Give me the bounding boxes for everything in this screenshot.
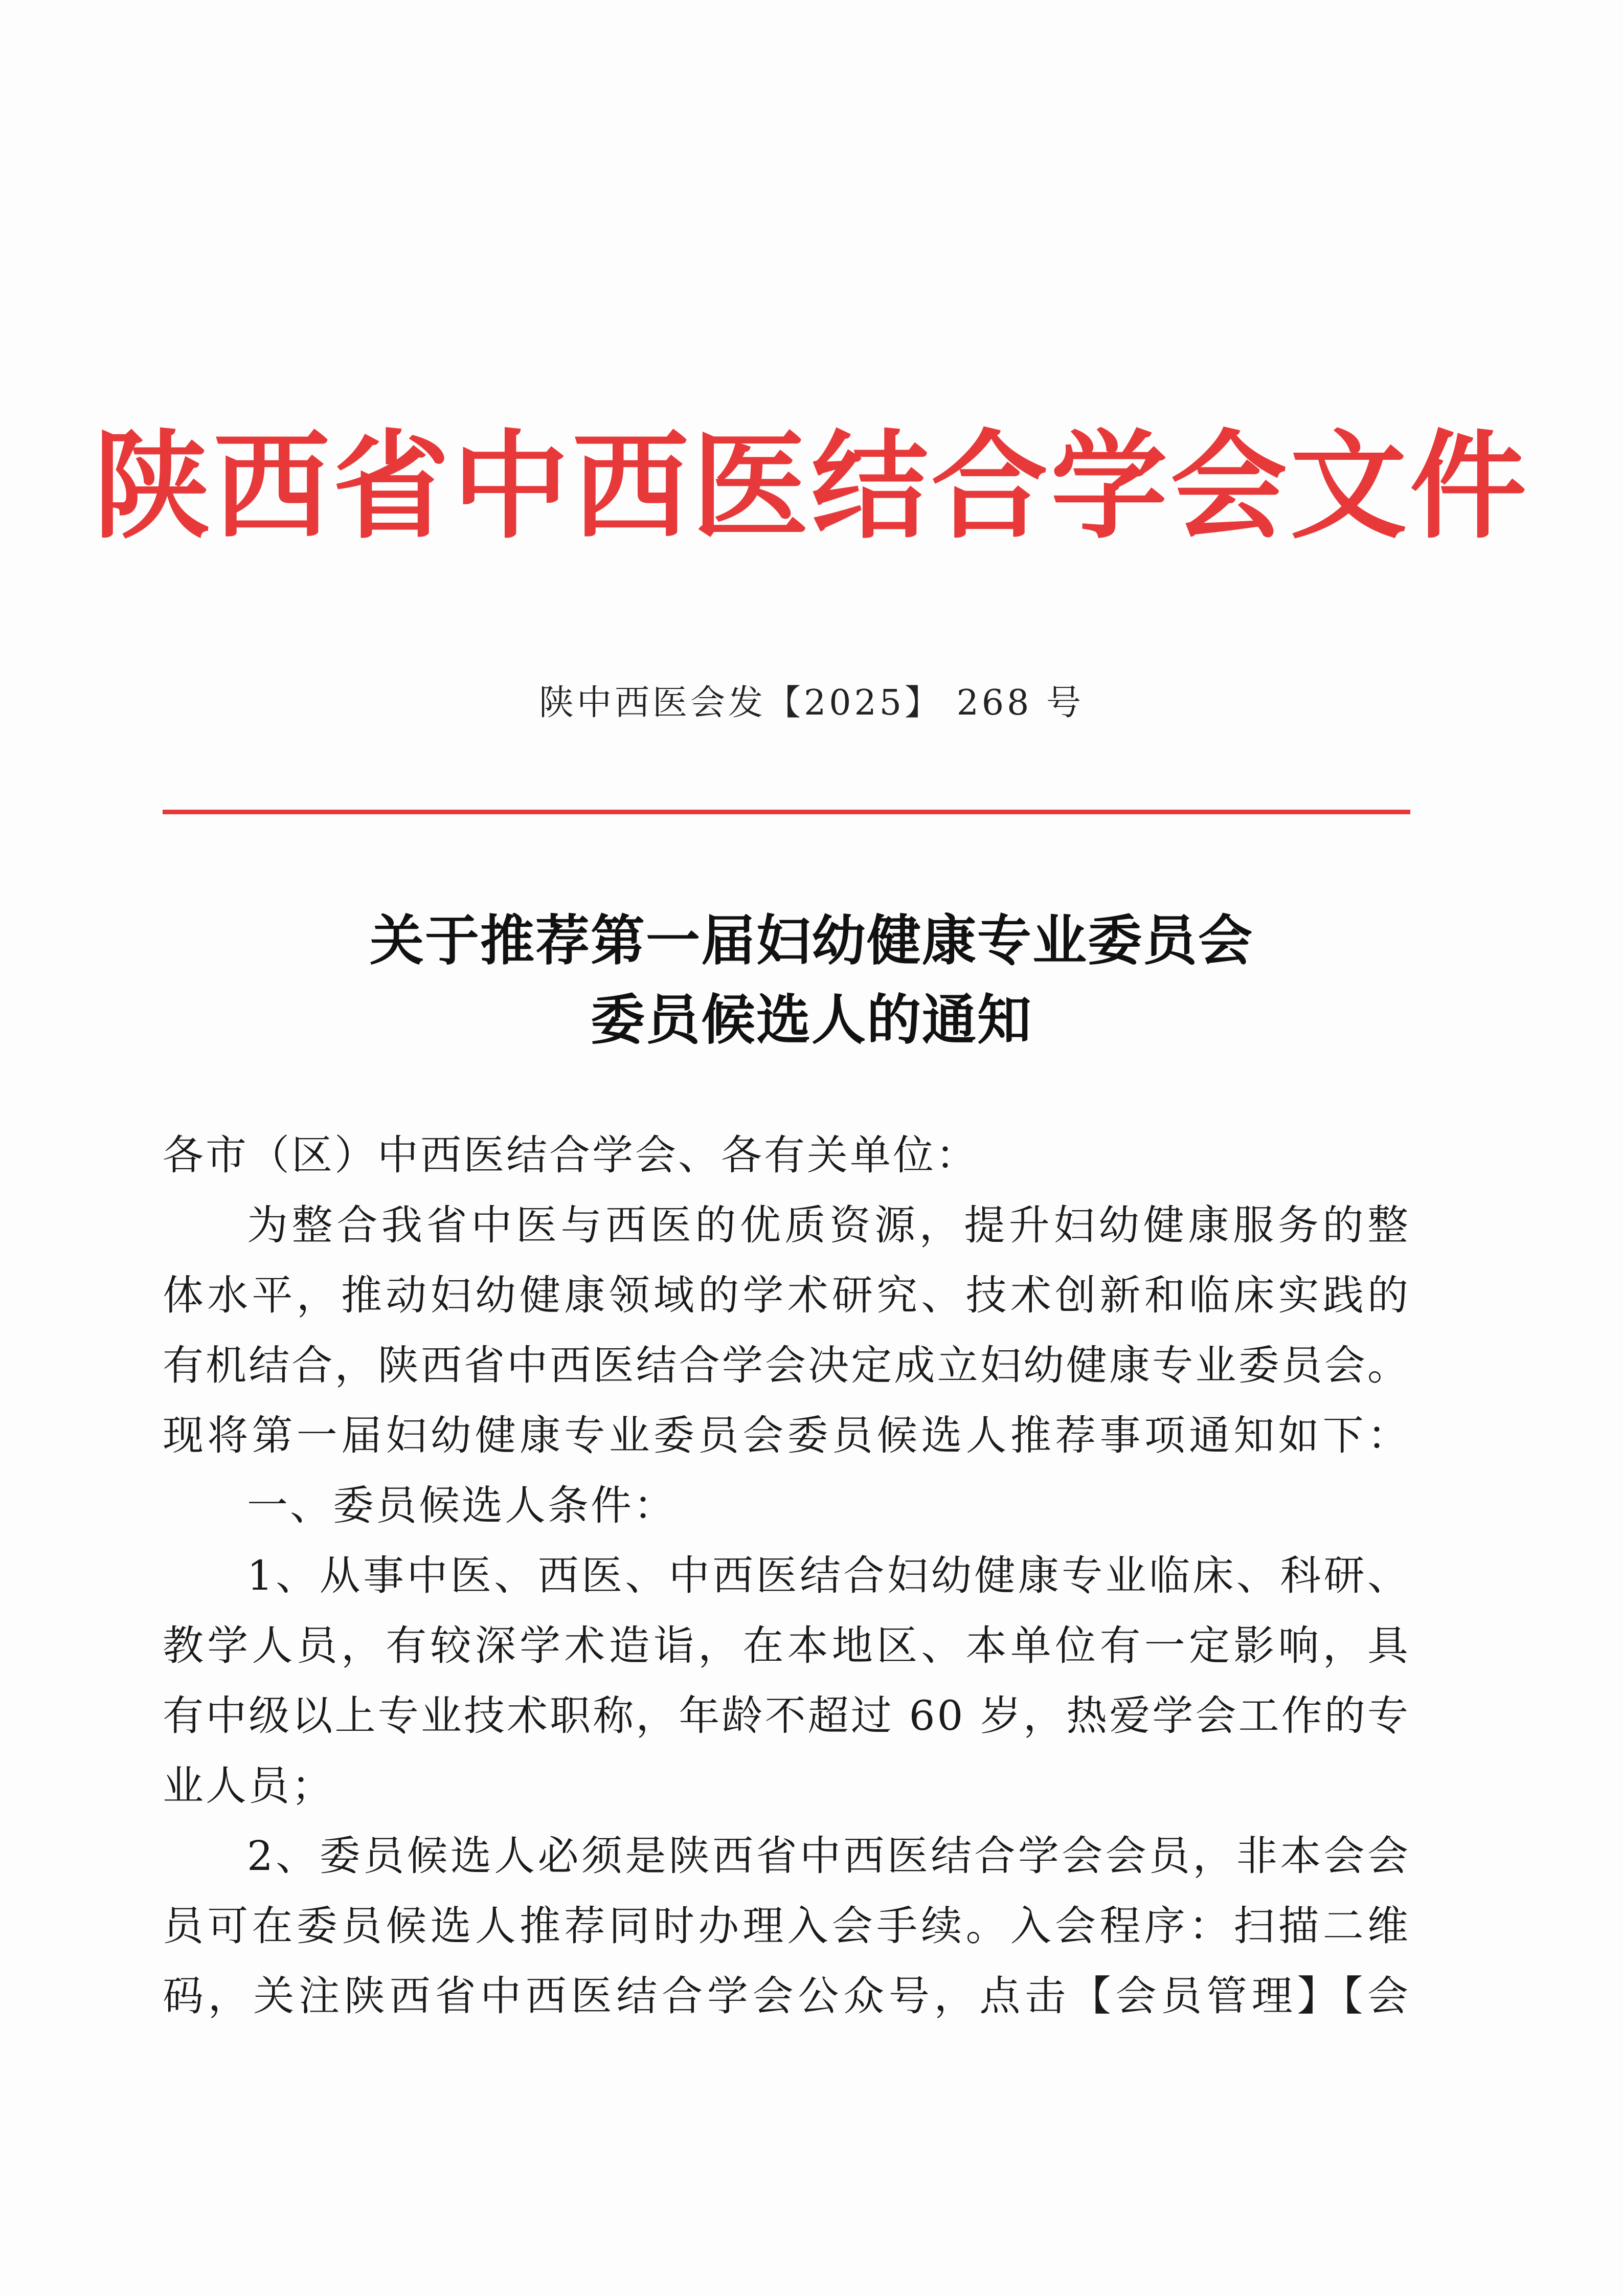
body-line: 有中级以上专业技术职称，年龄不超过 60 岁，热爱学会工作的专 — [163, 1692, 1410, 1740]
notice-title-line-2: 委员候选人的通知 — [591, 989, 1032, 1052]
notice-body — [163, 1120, 1410, 2031]
masthead-title: 陕西省中西医结合学会文件 — [94, 417, 1529, 554]
body-line: 员可在委员候选人推荐同时办理入会手续。入会程序：扫描二维 — [163, 1902, 1410, 1950]
document-number: 陕中西医会发【2025】 268 号 — [538, 683, 1085, 723]
body-line: 体水平，推动妇幼健康领域的学术研究、技术创新和临床实践的 — [163, 1272, 1410, 1319]
body-line: 现将第一届妇幼健康专业委员会委员候选人推荐事项通知如下： — [163, 1412, 1410, 1459]
body-line: 为整合我省中医与西医的优质资源，提升妇幼健康服务的整 — [247, 1201, 1410, 1249]
notice-title-line-1: 关于推荐第一届妇幼健康专业委员会 — [370, 909, 1253, 972]
red-divider-line — [163, 810, 1410, 814]
body-line: 教学人员，有较深学术造诣，在本地区、本单位有一定影响，具 — [163, 1622, 1410, 1669]
body-line: 1、从事中医、西医、中西医结合妇幼健康专业临床、科研、 — [247, 1552, 1410, 1599]
salutation: 各市（区）中西医结合学会、各有关单位： — [163, 1131, 979, 1179]
section-heading: 一、委员候选人条件： — [247, 1482, 677, 1529]
body-line: 2、委员候选人必须是陕西省中西医结合学会会员，非本会会 — [247, 1832, 1410, 1880]
body-line: 业人员； — [163, 1762, 334, 1810]
body-line: 有机结合，陕西省中西医结合学会决定成立妇幼健康专业委员会。 — [163, 1342, 1410, 1389]
body-line: 码，关注陕西省中西医结合学会公众号，点击【会员管理】【会 — [163, 1972, 1410, 2020]
